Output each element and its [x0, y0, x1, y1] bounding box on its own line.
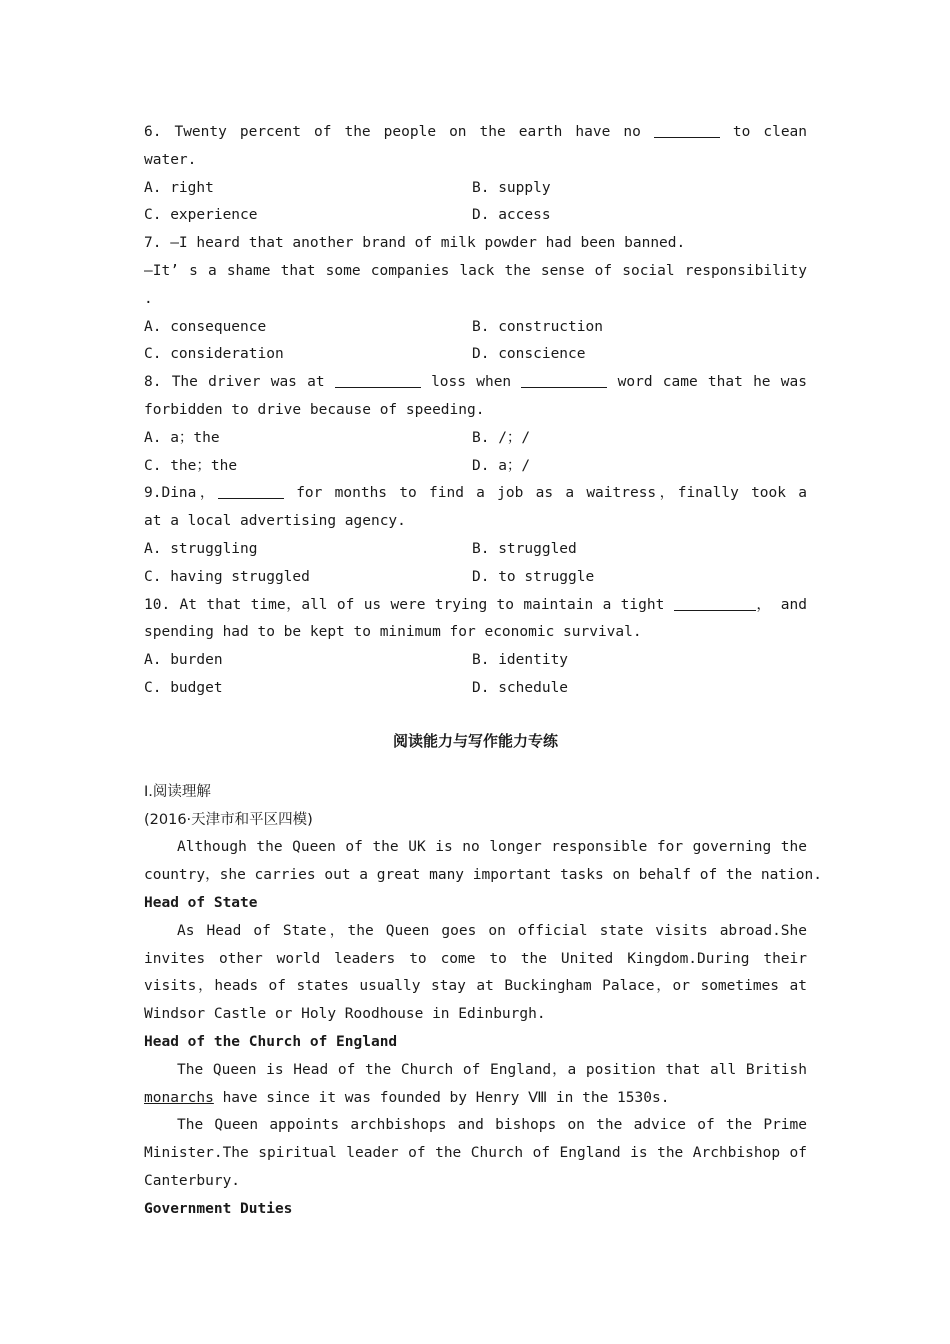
passage-line: Although the Queen of the UK is no longer responsible for governing the: [177, 839, 807, 856]
question-stem: 7. —I heard that another brand of milk powder had been banned.: [144, 235, 686, 252]
option-row: [144, 175, 807, 203]
question-stem: 8. The driver was at loss when word came that he was: [144, 374, 807, 391]
option-d: D. a；/: [472, 457, 531, 474]
option-c: C. having struggled: [144, 568, 310, 585]
option-c: C. consideration: [144, 346, 284, 363]
option-c: C. experience: [144, 207, 258, 224]
passage-heading: Head of State: [144, 894, 258, 911]
option-b: B. struggled: [472, 540, 577, 557]
option-row: [144, 564, 807, 592]
answer-blank: [521, 373, 607, 388]
answer-blank: [674, 596, 756, 611]
option-row: [144, 341, 807, 369]
option-a: A. a；the: [144, 429, 220, 446]
option-c: C. budget: [144, 679, 223, 696]
option-row: [144, 202, 807, 230]
option-d: D. access: [472, 207, 551, 224]
option-row: [144, 453, 807, 481]
option-a: A. consequence: [144, 318, 267, 335]
question-stem: 9.Dina， for months to find a job as a waitress，finally took a: [144, 485, 807, 502]
passage-line: Canterbury.: [144, 1172, 241, 1189]
answer-blank: [218, 484, 284, 499]
question-stem: 10. At that time，all of us were trying to maintain a tight ， and: [144, 596, 807, 613]
option-row: [144, 675, 807, 703]
passage-line: monarchs have since it was founded by Henry Ⅷ in the 1530s.: [144, 1089, 670, 1106]
question-stem: at a local advertising agency.: [144, 513, 406, 530]
option-c: C. the；the: [144, 457, 238, 474]
question-stem: spending had to be kept to minimum for economic survival.: [144, 624, 642, 641]
question-9: [144, 480, 807, 591]
part-label: Ⅰ.阅读理解: [144, 783, 211, 800]
passage-line: visits，heads of states usually stay at Buckingham Palace，or sometimes at: [144, 978, 807, 995]
option-a: A. struggling: [144, 540, 258, 557]
question-stem: .: [144, 290, 153, 307]
passage-line: The Queen appoints archbishops and bishops on the advice of the Prime: [177, 1117, 807, 1134]
question-stem: —It’ s a shame that some companies lack the sense of social responsibility: [144, 262, 807, 279]
passage-line: The Queen is Head of the Church of England，a position that all British: [177, 1061, 807, 1078]
page-content: [144, 119, 822, 1223]
option-row: [144, 647, 807, 675]
passage-line: country，she carries out a great many important tasks on behalf of the nation.: [144, 867, 822, 884]
option-b: B. identity: [472, 652, 569, 669]
option-row: [144, 425, 807, 453]
section-title: 阅读能力与写作能力专练: [392, 731, 558, 750]
answer-blank: [335, 373, 421, 388]
option-d: D. schedule: [472, 679, 569, 696]
passage-line: Windsor Castle or Holy Roodhouse in Edinburgh.: [144, 1006, 546, 1023]
question-6: [144, 119, 807, 230]
option-row: [144, 536, 807, 564]
question-7: [144, 230, 807, 369]
underlined-word: monarchs: [144, 1089, 214, 1106]
option-d: D. to struggle: [472, 568, 595, 585]
option-b: B. construction: [472, 318, 603, 335]
option-a: A. burden: [144, 652, 223, 669]
question-stem: water.: [144, 151, 197, 168]
option-row: [144, 314, 807, 342]
option-d: D. conscience: [472, 346, 586, 363]
option-a: A. right: [144, 179, 214, 196]
option-b: B. supply: [472, 179, 551, 196]
question-stem: forbidden to drive because of speeding.: [144, 401, 485, 418]
question-10: [144, 592, 807, 703]
reading-passage: [144, 779, 822, 1224]
passage-line: invites other world leaders to come to the United Kingdom.During their: [144, 950, 807, 967]
passage-source: (2016·天津市和平区四模): [144, 811, 313, 828]
answer-blank: [654, 123, 720, 138]
passage-heading: Head of the Church of England: [144, 1033, 398, 1050]
passage-line: As Head of State，the Queen goes on official state visits abroad.She: [177, 922, 807, 939]
question-stem: 6. Twenty percent of the people on the earth have no to clean: [144, 124, 807, 140]
question-8: [144, 369, 807, 480]
passage-line: Minister.The spiritual leader of the Church of England is the Archbishop of: [144, 1145, 807, 1162]
option-b: B. /；/: [472, 429, 531, 446]
passage-heading: Government Duties: [144, 1200, 293, 1217]
